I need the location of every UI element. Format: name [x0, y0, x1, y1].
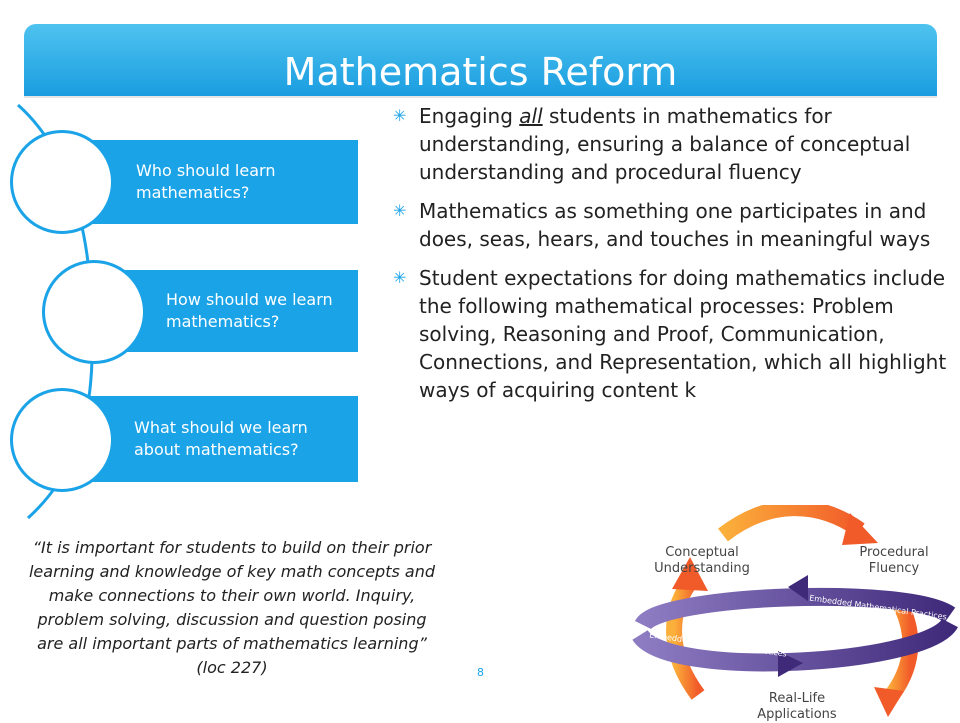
cycle-label-procedural: Procedural Fluency — [859, 545, 929, 576]
quote-text: “It is important for students to build on their prior learning and knowledge of key math concepts and make connections to their own world. Inquiry, problem solving, discussion and question posing are all important parts of mathematics learning” (loc 227) — [28, 538, 436, 677]
title-divider — [24, 96, 937, 98]
bullet-text: Mathematics as something one participates in and does, seas, hears, and touches in meaningful ways — [419, 199, 931, 251]
bullet-emphasis: all — [519, 104, 543, 128]
bullet-item — [393, 102, 953, 186]
cycle-band-label-upper: Embedded Mathematical Practices — [808, 593, 948, 622]
question-circle-who — [10, 130, 114, 234]
bullet-item — [393, 264, 953, 404]
cycle-band-label-lower: Embedded Mathematical Practices — [648, 630, 788, 659]
question-circle-what — [10, 388, 114, 492]
page-number: 8 — [477, 666, 484, 679]
cycle-label-real-life: Real-Life Applications — [757, 691, 837, 722]
slide-title: Mathematics Reform — [283, 50, 678, 94]
question-how-label: How should we learn mathematics? — [166, 290, 333, 331]
bullet-list — [393, 102, 953, 415]
title-banner — [24, 24, 937, 96]
question-who-label: Who should learn mathematics? — [136, 161, 276, 202]
cycle-diagram — [628, 505, 960, 720]
asterisk-bullet-icon: ✳ — [393, 201, 407, 220]
question-circle-how — [42, 260, 146, 364]
bullet-text: Student expectations for doing mathematics include the following mathematical processes: Problem solving, Reasoning and Proof, Communication, Connections, and Representation, which all highlight ways of acquiring content k — [419, 266, 947, 402]
question-list — [0, 100, 370, 520]
bullet-item — [393, 197, 953, 253]
asterisk-bullet-icon: ✳ — [393, 106, 407, 125]
bullet-text: Engaging — [419, 104, 520, 128]
asterisk-bullet-icon: ✳ — [393, 268, 407, 287]
cycle-label-conceptual: Conceptual Understanding — [654, 545, 750, 576]
question-what-label: What should we learn about mathematics? — [134, 418, 308, 459]
bullet-text-continued: students in mathematics for understanding, ensuring a balance of conceptual understanding and procedural fluency — [419, 104, 911, 184]
